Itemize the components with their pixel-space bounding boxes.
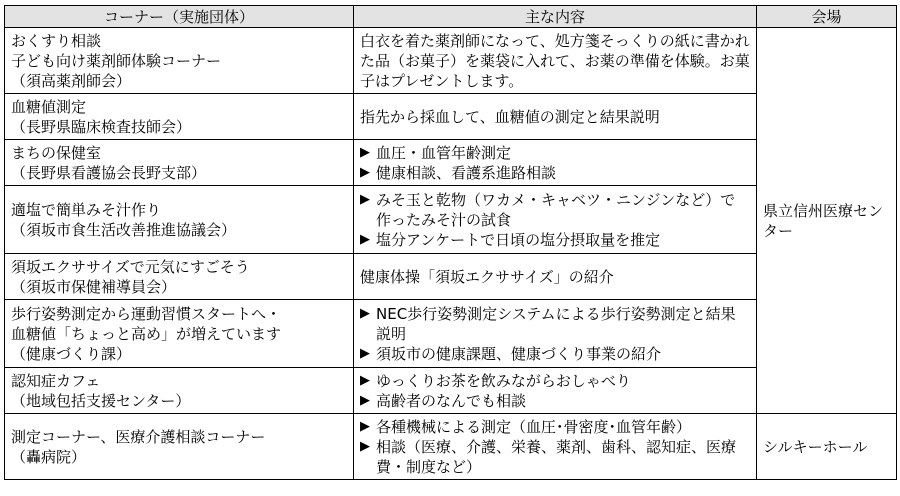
corner-org: （健康づくり課） [11, 344, 132, 363]
triangle-right-icon: ▶ [360, 345, 370, 361]
content-text: 白衣を着た薬剤師になって、処方箋そっくりの紙に書かれた品（お菓子）を薬袋に入れて、お薬の準備を体験。お菓子はプレゼントします。 [360, 31, 750, 90]
venue-name: 県立信州医療センター [763, 201, 884, 240]
table-row [5, 414, 897, 480]
corner-org: （須坂市保健補導員会） [11, 277, 177, 296]
corner-cell [5, 368, 354, 414]
triangle-right-icon: ▶ [360, 164, 370, 180]
events-table [4, 5, 897, 480]
corner-cell [5, 28, 354, 94]
corner-title: 血糖値測定 [11, 97, 87, 116]
corner-cell [5, 140, 354, 186]
bullet-item: ▶ 健康相談、看護系進路相談 [360, 163, 557, 182]
content-cell [354, 186, 757, 254]
corner-cell [5, 186, 354, 254]
triangle-right-icon: ▶ [360, 191, 370, 207]
triangle-right-icon: ▶ [360, 305, 370, 321]
content-text: 健康体操「須坂エクササイズ」の紹介 [360, 267, 614, 286]
content-cell [354, 140, 757, 186]
bullet-item: ▶ 塩分アンケートで日頃の塩分摂取量を推定 [360, 230, 661, 249]
venue-cell [757, 414, 897, 480]
corner-org: （轟病院） [11, 447, 87, 466]
venue-cell [757, 28, 897, 414]
bullet-item: ▶ ゆっくりお茶を飲みながらおしゃべり [360, 371, 631, 390]
corner-cell [5, 300, 354, 368]
corner-cell [5, 414, 354, 480]
corner-org: （須坂市食生活改善推進協議会） [11, 220, 237, 239]
corner-title: 子ども向け薬剤師体験コーナー [11, 51, 222, 70]
corner-title: 適塩で簡単みそ汁作り [11, 200, 162, 219]
content-cell [354, 368, 757, 414]
bullet-item: ▶ 須坂市の健康課題、健康づくり事業の紹介 [360, 344, 662, 363]
triangle-right-icon: ▶ [360, 438, 370, 454]
bullet-item: ▶ 相談（医療、介護、栄養、薬剤、歯科、認知症、医療費・制度など） [360, 437, 737, 476]
triangle-right-icon: ▶ [360, 372, 370, 388]
corner-title: 血糖値「ちょっと高め」が増えています [11, 324, 282, 343]
corner-org: （長野県臨床検査技師会） [11, 117, 192, 136]
content-cell [354, 254, 757, 300]
triangle-right-icon: ▶ [360, 392, 370, 408]
corner-org: （須高薬剤師会） [11, 71, 132, 90]
bullet-item: ▶ みそ玉と乾物（ワカメ・キャベツ・ニンジンなど）で作ったみそ汁の試食 [360, 190, 736, 229]
bullet-item: ▶ 高齢者のなんでも相談 [360, 391, 527, 410]
content-cell [354, 414, 757, 480]
triangle-right-icon: ▶ [360, 144, 370, 160]
corner-title: 須坂エクササイズで元気にすごそう [11, 257, 250, 276]
corner-org: （地域包括支援センター） [11, 391, 191, 410]
header-row [5, 6, 897, 28]
header-venue: 会場 [757, 6, 897, 28]
content-cell [354, 94, 757, 140]
content-cell [354, 28, 757, 94]
corner-title: 認知症カフェ [11, 371, 101, 390]
corner-title: おくすり相談 [11, 31, 102, 50]
corner-title: まちの保健室 [11, 143, 102, 162]
bullet-item: ▶ 各種機械による測定（血圧･骨密度･血管年齢） [360, 417, 692, 436]
corner-org: （長野県看護協会長野支部） [11, 163, 207, 182]
bullet-item: ▶ NEC歩行姿勢測定システムによる歩行姿勢測定と結果説明 [360, 304, 736, 343]
table-row [5, 28, 897, 94]
header-corner: コーナー（実施団体） [5, 6, 354, 28]
triangle-right-icon: ▶ [360, 231, 370, 247]
header-content: 主な内容 [354, 6, 757, 28]
corner-cell [5, 94, 354, 140]
corner-cell [5, 254, 354, 300]
content-text: 指先から採血して、血糖値の測定と結果説明 [360, 107, 660, 126]
corner-title: 歩行姿勢測定から運動習慣スタートへ・ [11, 304, 282, 323]
corner-title: 測定コーナー、医療介護相談コーナー [11, 427, 266, 446]
content-cell [354, 300, 757, 368]
triangle-right-icon: ▶ [360, 418, 370, 434]
bullet-item: ▶ 血圧・血管年齢測定 [360, 143, 512, 162]
venue-name: シルキーホール [763, 437, 868, 456]
